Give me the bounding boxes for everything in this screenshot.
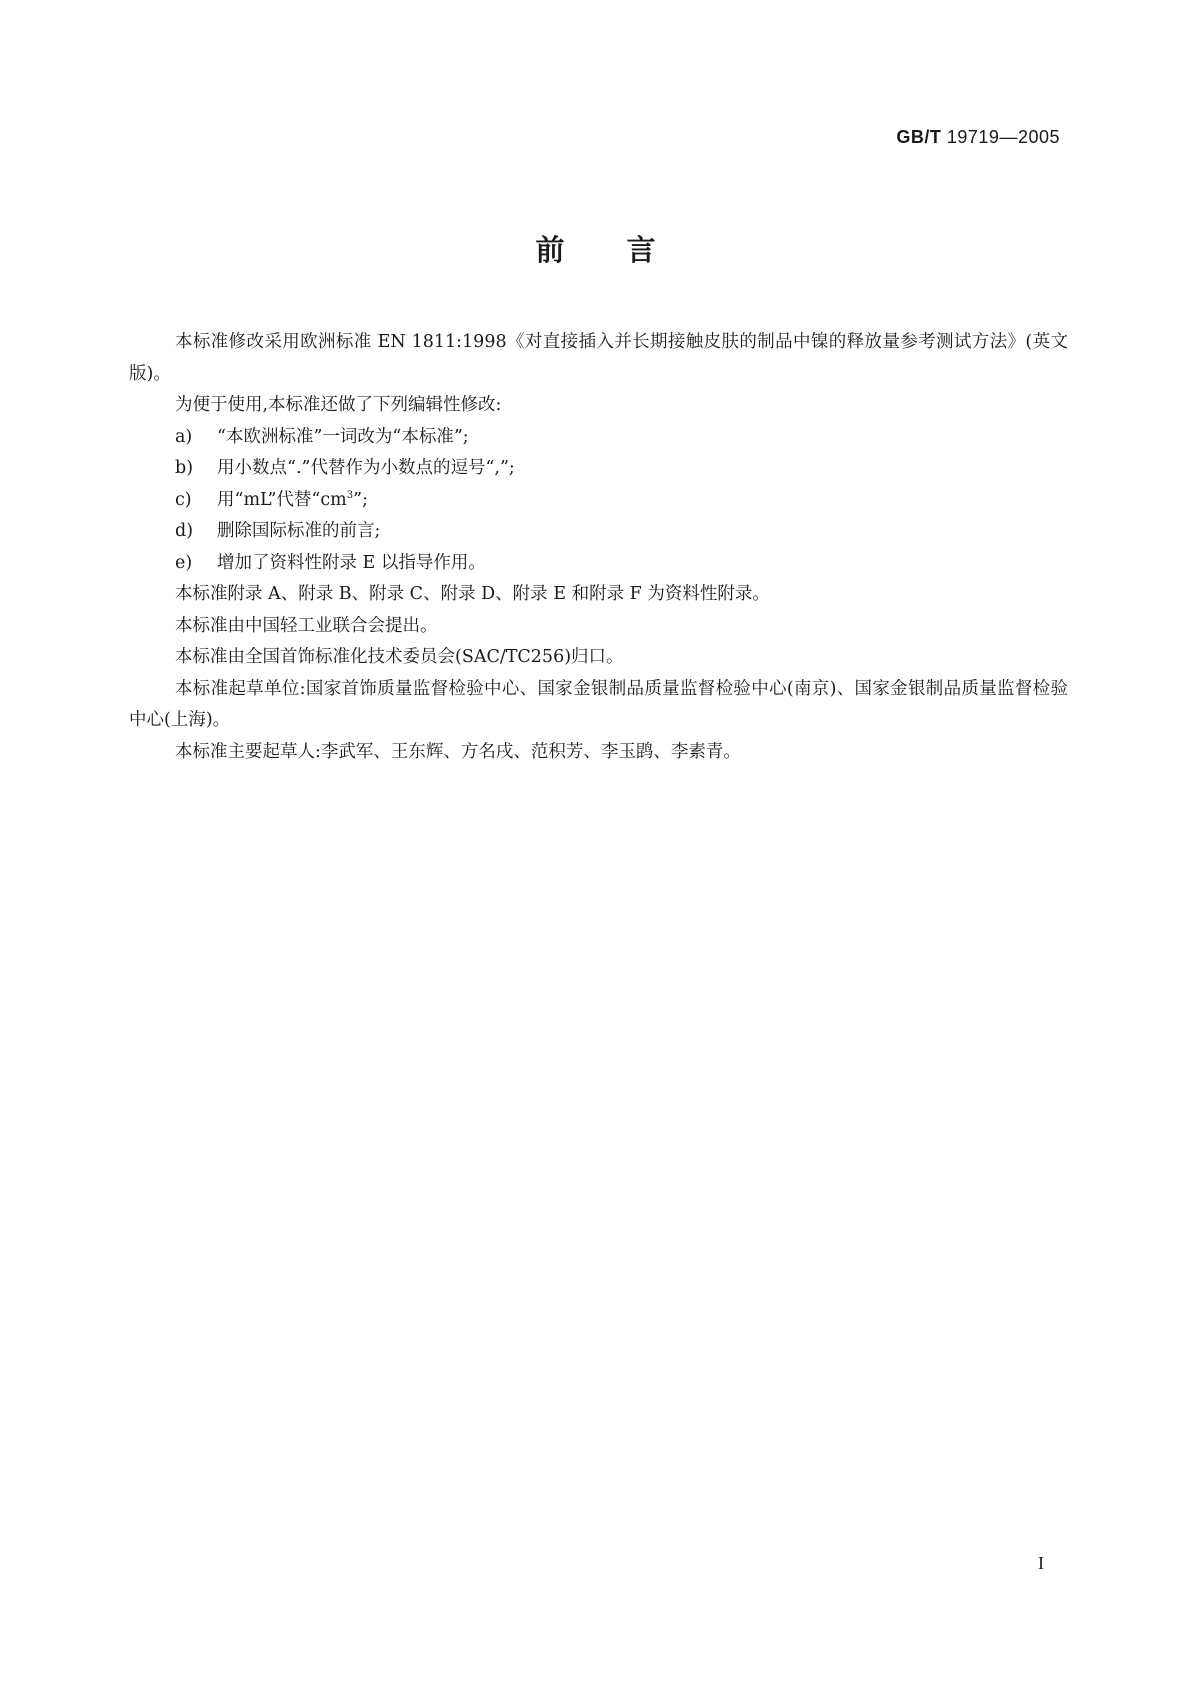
standard-number xyxy=(896,127,1060,148)
list-marker: e) xyxy=(175,552,193,573)
paragraph-annexes: 本标准附录 A、附录 B、附录 C、附录 D、附录 E 和附录 F 为资料性附录。 xyxy=(175,584,770,604)
paragraph-drafting-units: 本标准起草单位:国家首饰质量监督检验中心、国家金银制品质量监督检验中心(南京)、国家金银制品质量监督检验中心(上海)。 xyxy=(129,678,1068,730)
standard-prefix: GB/T xyxy=(896,127,942,147)
page-title: 前言 xyxy=(535,233,718,267)
list-item-text: 用小数点“.”代替作为小数点的逗号“,”; xyxy=(217,458,515,478)
list-marker: a) xyxy=(175,426,193,447)
list-item-text: 删除国际标准的前言; xyxy=(217,521,381,541)
page-number: I xyxy=(1038,1553,1044,1573)
standard-code: 19719—2005 xyxy=(941,127,1060,147)
list-item-text: 增加了资料性附录 E 以指导作用。 xyxy=(217,552,486,573)
list-item xyxy=(129,422,1068,454)
list-item-text: “本欧洲标准”一词改为“本标准”; xyxy=(217,426,469,447)
list-item xyxy=(129,548,1068,580)
superscript: 3 xyxy=(346,489,354,501)
list-item-text-after: ”; xyxy=(353,489,368,510)
list-item xyxy=(129,453,1068,485)
list-marker: c) xyxy=(175,489,192,510)
paragraph-drafters: 本标准主要起草人:李武军、王东辉、方名戌、范积芳、李玉鹍、李素青。 xyxy=(175,741,741,762)
list-item xyxy=(129,516,1068,548)
list-item-text xyxy=(217,485,368,517)
foreword-body xyxy=(129,327,1068,768)
paragraph-proposer: 本标准由中国轻工业联合会提出。 xyxy=(175,615,438,636)
paragraph-adoption: 本标准修改采用欧洲标准 EN 1811:1998《对直接插入并长期接触皮肤的制品中镍的释放量参考测试方法》(英文版)。 xyxy=(129,332,1068,384)
paragraph-editorial-intro: 为便于使用,本标准还做了下列编辑性修改: xyxy=(175,395,502,415)
list-item xyxy=(129,485,1068,517)
list-marker: b) xyxy=(175,458,194,478)
paragraph-committee: 本标准由全国首饰标准化技术委员会(SAC/TC256)归口。 xyxy=(175,647,624,667)
list-item-text-before: 用“mL”代替“cm xyxy=(217,489,347,510)
list-marker: d) xyxy=(175,521,194,541)
